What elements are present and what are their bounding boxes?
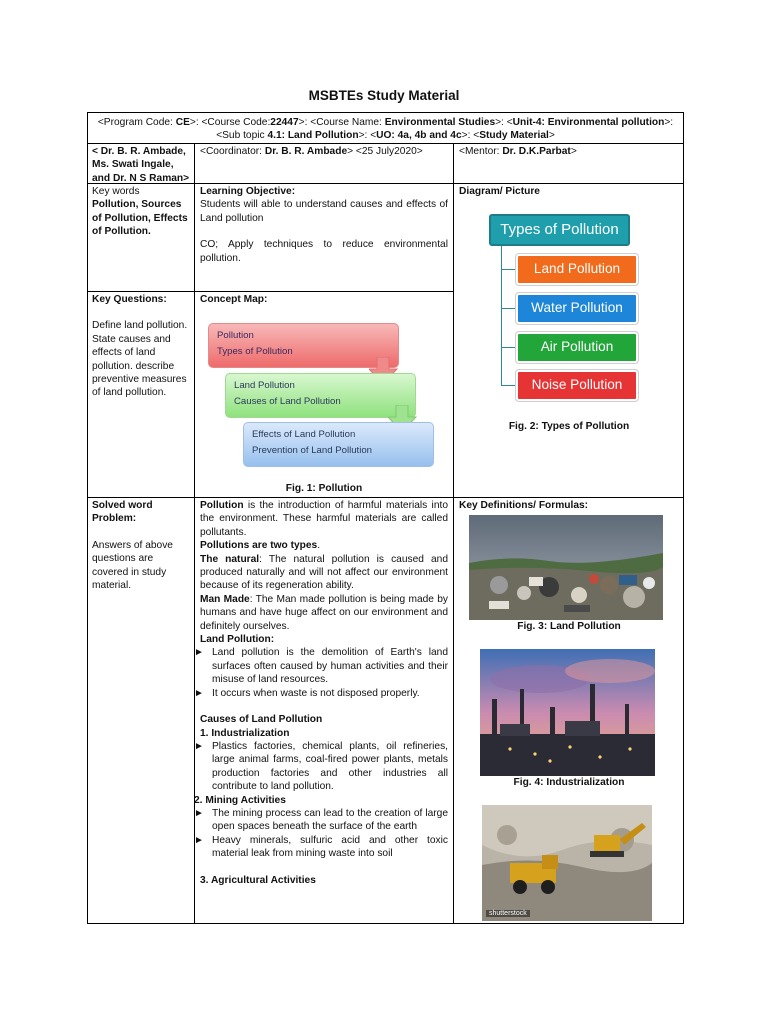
diagram-heading: Diagram/ Picture [459,186,540,197]
cause-mining-heading: 2. Mining Activities [194,794,286,806]
learning-objective-text: Students will able to understand causes and effects of Land pollution [200,199,448,224]
keywords-cell [92,185,192,239]
concept-box-effects: Effects of Land Pollution Prevention of Land Pollution [243,422,434,467]
land-pollution-box: Land Pollution [516,254,638,285]
mining-photo [482,805,652,921]
concept-box-pollution: Pollution Types of Pollution [208,323,399,368]
learning-objective-heading: Learning Objective: [200,186,296,197]
types-of-pollution-head: Types of Pollution [489,214,630,246]
keywords-label: Key words [92,186,140,197]
list-item: ► Land pollution is the demolition of Earth's land surfaces often caused by human activities and their misuse of land resources. [194,646,448,686]
fig4-caption: Fig. 4: Industrialization [513,777,625,788]
content-cell [194,499,449,887]
learning-objective-cell [200,185,448,265]
cause-agriculture-heading: 3. Agricultural Activities [200,874,316,886]
coordinator-cell: <Coordinator: Dr. B. R. Ambade> <25 July2020> [200,146,423,157]
page-title: MSBTEs Study Material [308,88,460,103]
pollution-definition: Pollution is the introduction of harmful materials into the environment. These harmful materials are called pollutants. [200,500,448,538]
course-header: <Program Code: CE>: <Course Code:22447>: <Course Name: Environmental Studies>: <Unit-4: Environmental pollution>: <Sub topic 4.1: Land Pollution>: <UO: 4a, 4b and 4c>: <Study Material> [97,117,674,142]
solved-problem-heading: Solved word Problem: [92,500,153,525]
water-pollution-box: Water Pollution [516,293,638,324]
fig1-caption: Fig. 1: Pollution [285,483,363,494]
key-definitions-heading: Key Definitions/ Formulas: [459,500,589,511]
course-outcome-text: CO; Apply techniques to reduce environmental pollution. [200,239,448,264]
industrialization-photo [480,649,655,776]
key-questions-cell [92,293,188,400]
key-questions-text: Define land pollution. State causes and effects of land pollution. describe preventive measures of land pollution. [92,320,188,399]
list-item: ► The mining process can lead to the creation of large open spaces beneath the surface of the earth [194,807,448,834]
man-made-pollution: Man Made: The Man made pollution is being made by humans and have huge affect on our environment and definitely ourselves. [200,593,449,632]
key-questions-heading: Key Questions: [92,294,167,305]
study-material-table [87,112,684,924]
watermark-label: shutterstock [486,910,530,917]
pollution-types: Pollutions are two types. [200,540,321,552]
causes-heading: Causes of Land Pollution [200,714,323,726]
list-item: ► Plastics factories, chemical plants, oil refineries, large animal farms, coal-fired power plants, metals production factories and other industries all contribute to land pollution. [194,740,448,794]
concept-box-land-pollution: Land Pollution Causes of Land Pollution [225,373,416,418]
fig3-caption: Fig. 3: Land Pollution [517,621,621,632]
fig2-caption: Fig. 2: Types of Pollution [508,421,630,432]
concept-map-heading: Concept Map: [200,294,268,305]
solved-problem-cell [92,499,188,592]
cause-industrialization-heading: 1. Industrialization [200,727,290,739]
keywords-list: Pollution, Sources of Pollution, Effects of Pollution. [92,199,188,238]
noise-pollution-box: Noise Pollution [516,370,638,401]
land-pollution-heading: Land Pollution: [200,634,275,646]
list-item: ► Heavy minerals, sulfuric acid and other toxic material leak from mining waste into soil [194,834,448,861]
natural-pollution: The natural: The natural pollution is caused and produced naturally and will not affect our environment because of its regeneration ability. [200,553,448,592]
land-pollution-photo [469,515,663,620]
authors-cell: < Dr. B. R. Ambade, Ms. Swati Ingale, and Dr. N S Raman> [92,146,190,184]
list-item: ► It occurs when waste is not disposed properly. [194,687,448,700]
mentor-cell: <Mentor: Dr. D.K.Parbat> [459,146,577,157]
solved-problem-text: Answers of above questions are covered in study material. [92,539,173,592]
air-pollution-box: Air Pollution [516,332,638,363]
